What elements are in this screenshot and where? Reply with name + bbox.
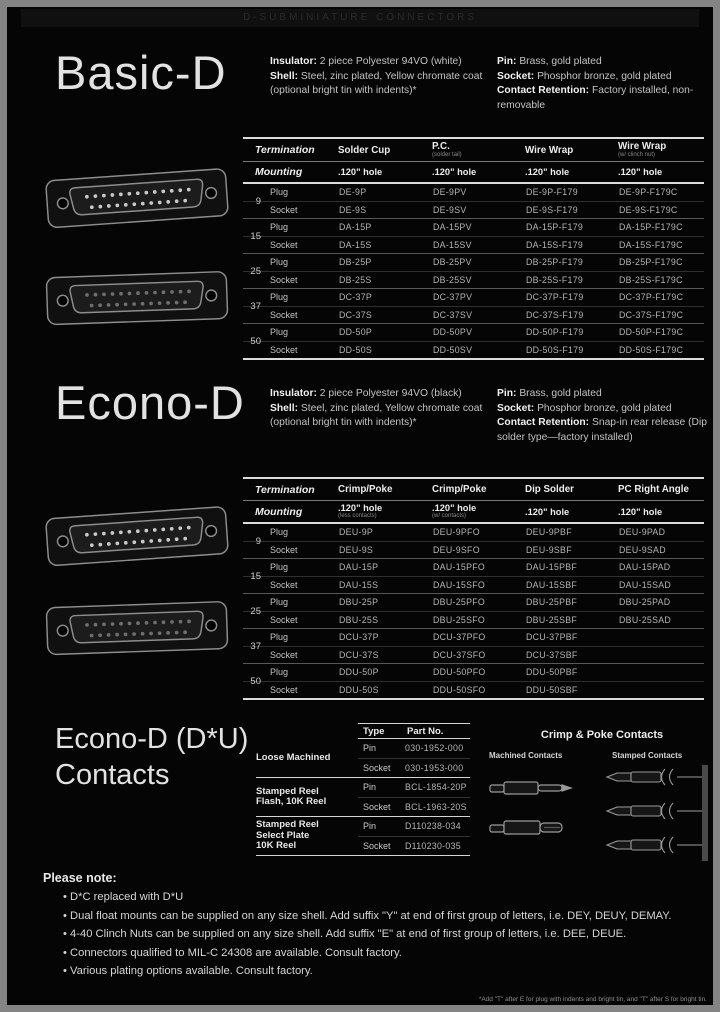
part-number: DCU-37PFO xyxy=(433,632,486,642)
basic-specs-left xyxy=(270,55,502,99)
part-number: DBU-25SAD xyxy=(619,615,672,625)
part-number: DAU-15PAD xyxy=(619,562,671,572)
contact-type: Pin xyxy=(363,743,377,753)
contact-part-number: BCL-1854-20P xyxy=(405,782,467,792)
hole-header xyxy=(331,165,425,179)
part-number: DE-9SV xyxy=(433,205,467,215)
spec-text: Brass, gold plated xyxy=(516,56,602,67)
table-row xyxy=(243,219,704,236)
hole-size: .120" hole xyxy=(525,506,570,517)
shell-size-label: 37 xyxy=(250,300,261,312)
column-note: (solder tail) xyxy=(432,152,462,158)
size-group xyxy=(243,289,704,324)
column-name: Crimp/Poke xyxy=(432,484,487,495)
table-row xyxy=(243,324,704,341)
table-row xyxy=(243,524,704,541)
contact-group xyxy=(256,778,470,817)
size-group xyxy=(243,524,704,559)
contact-part-number: D110238-034 xyxy=(405,821,461,831)
contacts-title-line1: Econo-D (D*U) xyxy=(55,723,249,755)
contact-group-label-line: Select Plate xyxy=(256,829,310,841)
contact-group-label xyxy=(256,778,358,816)
hole-size: .120" hole xyxy=(338,167,383,177)
econo-specs-left xyxy=(270,387,502,431)
hole-header xyxy=(611,505,704,519)
part-number: DEU-9S xyxy=(339,545,374,555)
contacts-table xyxy=(256,723,470,856)
part-number: DEU-9PAD xyxy=(619,527,666,537)
spec-label: Shell: xyxy=(270,402,299,414)
contact-group-label-line: Flash, 10K Reel xyxy=(256,796,327,807)
part-number: DA-15P-F179 xyxy=(526,222,584,232)
table-row xyxy=(243,201,704,218)
part-number: DB-25S-F179 xyxy=(526,275,584,285)
mounting-header: Mounting xyxy=(255,166,303,178)
spec-text: Factory installed, non-removable xyxy=(497,85,694,111)
note-item: • Connectors qualified to MIL-C 24308 are available. Consult factory. xyxy=(63,947,675,961)
please-note-title: Please note: xyxy=(43,871,117,885)
part-number: DE-9P-F179C xyxy=(619,187,678,197)
part-number xyxy=(611,682,704,699)
part-number: DE-9S-F179 xyxy=(526,205,578,215)
spec-label: Contact Retention: xyxy=(497,417,590,428)
stamped-contacts-label: Stamped Contacts xyxy=(612,751,683,760)
contacts-title-line2: Contacts xyxy=(55,759,170,791)
part-number: DDU-50PFO xyxy=(433,667,486,677)
contact-type: Socket xyxy=(363,841,391,851)
part-number xyxy=(611,647,704,664)
spec-label: Insulator: xyxy=(270,56,317,67)
contact-type: Pin xyxy=(363,821,377,831)
shell-size-label: 15 xyxy=(250,230,261,242)
hole-note: (w/ contacts) xyxy=(432,513,467,519)
table-row xyxy=(243,236,704,253)
part-number: DBU-25S xyxy=(339,615,379,625)
part-number: DA-15P xyxy=(339,222,372,232)
termination-type: Plug xyxy=(270,257,289,267)
termination-header: Termination xyxy=(255,144,315,156)
contact-row xyxy=(358,758,470,777)
part-number: DC-37S xyxy=(339,310,373,320)
part-number: DCU-37PBF xyxy=(526,632,578,642)
part-number: DD-50S-F179C xyxy=(619,345,684,355)
part-number: DA-15S-F179C xyxy=(619,240,683,250)
econo-specs-right xyxy=(497,387,713,445)
connector-illustration-econo-socket xyxy=(40,582,239,677)
spec-text: 2 piece Polyester 94VO (white) xyxy=(316,56,462,67)
contact-group-label-line: Stamped Reel xyxy=(256,819,319,831)
note-item: • Various plating options available. Consult factory. xyxy=(63,965,675,979)
part-number xyxy=(611,664,704,681)
hole-size: .120" hole xyxy=(432,503,477,513)
hole-header xyxy=(611,165,704,179)
part-number: DB-25S xyxy=(339,275,372,285)
contact-part-number: BCL-1963-20S xyxy=(405,802,467,812)
contact-type: Socket xyxy=(363,802,391,812)
termination-header: Termination xyxy=(255,483,315,496)
connector-illustration-basic-plug xyxy=(38,148,240,249)
crimp-poke-contacts-title: Crimp & Poke Contacts xyxy=(540,729,664,741)
column-name: Wire Wrap xyxy=(525,144,574,156)
part-number: DDU-50SBF xyxy=(526,685,578,695)
part-number: DC-37P xyxy=(339,292,373,302)
table-row xyxy=(243,541,704,558)
table-row xyxy=(243,306,704,323)
part-number: DEU-9SBF xyxy=(526,545,572,555)
part-number: DEU-9SFO xyxy=(433,545,480,555)
contact-group-label-line: Stamped Reel xyxy=(256,785,319,797)
spec-line xyxy=(270,55,502,70)
shell-size-label: 15 xyxy=(250,570,261,582)
column-header xyxy=(425,139,518,161)
contact-group-label-line: Loose Machined xyxy=(256,751,331,763)
part-number: DB-25P xyxy=(339,257,372,267)
termination-type: Socket xyxy=(270,310,298,320)
part-number: DC-37PV xyxy=(433,292,473,302)
contact-row xyxy=(358,797,470,816)
table-row xyxy=(243,341,704,358)
connector-illustration-basic-socket xyxy=(40,252,239,347)
table-row xyxy=(243,184,704,201)
hole-size: .120" hole xyxy=(618,167,663,177)
spec-text: Steel, zinc plated, Yellow chromate coat (optional bright tin with indents)* xyxy=(270,70,483,96)
part-number xyxy=(611,629,704,646)
column-name: PC Right Angle xyxy=(618,484,689,495)
part-number: DD-50P-F179C xyxy=(619,327,684,337)
part-number: DD-50P-F179 xyxy=(526,327,584,337)
table-row xyxy=(243,681,704,698)
termination-type: Plug xyxy=(270,597,289,607)
part-number: DA-15S xyxy=(339,240,372,250)
column-name: Crimp/Poke xyxy=(338,484,393,495)
table-row xyxy=(243,289,704,306)
connector-illustration-econo-plug xyxy=(38,486,240,587)
shell-size-label: 50 xyxy=(250,675,261,687)
column-header xyxy=(518,482,611,497)
part-number: DAU-15PBF xyxy=(526,562,578,572)
spec-line xyxy=(497,84,713,113)
size-group xyxy=(243,664,704,698)
contact-part-number: 030-1953-000 xyxy=(405,763,464,773)
catalog-page xyxy=(7,7,713,1005)
spec-text: Steel, zinc plated, Yellow chromate coat (optional bright tin with indents)* xyxy=(270,402,483,428)
column-note: (w/ clinch nut) xyxy=(618,152,656,158)
econo-d-title: Econo-D xyxy=(55,376,245,429)
part-number: DDU-50SFO xyxy=(433,685,486,695)
termination-type: Socket xyxy=(270,345,298,355)
table-row xyxy=(243,646,704,663)
size-group xyxy=(243,254,704,289)
parts-table-header xyxy=(243,477,704,524)
part-number: DC-37SV xyxy=(433,310,473,320)
part-number: DAU-15PFO xyxy=(433,562,486,572)
table-row xyxy=(243,611,704,628)
contacts-table-header xyxy=(358,723,470,739)
part-number: DD-50PV xyxy=(433,327,473,337)
column-header xyxy=(331,482,425,497)
spec-line xyxy=(497,55,713,70)
part-number: DE-9P xyxy=(339,187,367,197)
contact-group-label xyxy=(256,739,358,777)
note-item: • Dual float mounts can be supplied on any size shell. Add suffix "Y" at end of first group of letters, i.e. DEY, DEUY, DEMAY. xyxy=(63,910,675,924)
contact-part-number: D110230-035 xyxy=(405,841,461,851)
part-number: DBU-25PBF xyxy=(526,597,578,607)
termination-type: Plug xyxy=(270,222,289,232)
page-header-bar: D-SUBMINIATURE CONNECTORS xyxy=(21,9,699,27)
contact-row xyxy=(358,778,470,797)
contact-group xyxy=(256,817,470,856)
part-no-header: Part No. xyxy=(407,726,444,737)
size-group xyxy=(243,184,704,219)
part-number: DCU-37S xyxy=(339,650,379,660)
shell-size-label: 9 xyxy=(255,195,261,207)
hole-header xyxy=(425,165,518,179)
spec-label: Shell: xyxy=(270,70,299,82)
mounting-header: Mounting xyxy=(255,505,303,518)
part-number: DAU-15P xyxy=(339,562,379,572)
spec-line xyxy=(497,70,713,85)
termination-type: Plug xyxy=(270,527,289,537)
table-row xyxy=(243,594,704,611)
table-row xyxy=(243,559,704,576)
termination-type: Plug xyxy=(270,562,289,572)
column-header xyxy=(518,143,611,158)
column-header xyxy=(611,482,704,497)
part-number: DC-37S-F179 xyxy=(526,310,584,320)
part-number: DAU-15SFO xyxy=(433,580,486,590)
part-number: DB-25S-F179C xyxy=(619,275,683,285)
table-row xyxy=(243,271,704,288)
part-number: DD-50S-F179 xyxy=(526,345,584,355)
econo-d-parts-table xyxy=(243,477,704,700)
size-group xyxy=(243,559,704,594)
part-number: DC-37P-F179C xyxy=(619,292,684,302)
spec-line xyxy=(270,387,502,402)
table-row xyxy=(243,664,704,681)
hole-header xyxy=(425,501,518,522)
shell-size-label: 25 xyxy=(250,265,261,277)
termination-type: Socket xyxy=(270,240,298,250)
part-number: DD-50S xyxy=(339,345,373,355)
hole-note: (less contacts) xyxy=(338,513,377,519)
spec-line xyxy=(270,402,502,431)
termination-type: Socket xyxy=(270,275,298,285)
note-item: • D*C replaced with D*U xyxy=(63,891,675,905)
spec-text: Phosphor bronze, gold plated xyxy=(534,402,672,414)
termination-type: Socket xyxy=(270,685,298,695)
part-number: DDU-50P xyxy=(339,667,379,677)
termination-type: Socket xyxy=(270,545,298,555)
part-number: DE-9P-F179 xyxy=(526,187,578,197)
termination-type: Plug xyxy=(270,667,289,677)
size-group xyxy=(243,594,704,629)
contact-group-label xyxy=(256,817,358,855)
termination-type: Socket xyxy=(270,580,298,590)
termination-type: Plug xyxy=(270,292,289,302)
column-header xyxy=(425,482,518,497)
shell-size-label: 25 xyxy=(250,605,261,617)
termination-type: Socket xyxy=(270,615,298,625)
part-number: DCU-37SBF xyxy=(526,650,578,660)
contact-row xyxy=(358,739,470,758)
part-number: DEU-9SAD xyxy=(619,545,666,555)
spec-label: Contact Retention: xyxy=(497,85,590,96)
column-header xyxy=(331,143,425,158)
part-number: DAU-15S xyxy=(339,580,379,590)
part-number: DB-25P-F179 xyxy=(526,257,584,267)
stamped-contacts-drawing xyxy=(599,759,717,867)
part-number: DBU-25P xyxy=(339,597,379,607)
spec-label: Pin: xyxy=(497,388,517,399)
machined-contacts-drawing xyxy=(485,763,597,863)
part-number: DAU-15SBF xyxy=(526,580,578,590)
table-row xyxy=(243,576,704,593)
termination-type: Plug xyxy=(270,327,289,337)
size-group xyxy=(243,219,704,254)
contact-type: Socket xyxy=(363,763,391,773)
basic-d-parts-table xyxy=(243,137,704,360)
spec-label: Socket: xyxy=(497,70,535,82)
contact-part-number: 030-1952-000 xyxy=(405,743,464,753)
contact-group-label-line: 10K Reel xyxy=(256,840,297,852)
column-name: P.C. xyxy=(432,141,450,152)
shell-size-label: 9 xyxy=(255,535,261,547)
termination-type: Socket xyxy=(270,205,298,215)
part-number: DAU-15SAD xyxy=(619,580,672,590)
hole-size: .120" hole xyxy=(525,167,570,177)
hole-size: .120" hole xyxy=(338,503,383,513)
column-header xyxy=(611,139,704,161)
spec-text: Brass, gold plated xyxy=(516,388,602,399)
notes-list xyxy=(63,891,675,984)
size-group xyxy=(243,629,704,664)
part-number: DCU-37SFO xyxy=(433,650,486,660)
part-number: DB-25SV xyxy=(433,275,472,285)
machined-contacts-label: Machined Contacts xyxy=(489,751,563,760)
part-number: DA-15S-F179 xyxy=(526,240,584,250)
part-number: DA-15PV xyxy=(433,222,472,232)
table-row xyxy=(243,254,704,271)
column-name: Dip Solder xyxy=(525,484,574,495)
parts-table-header xyxy=(243,137,704,184)
termination-type: Plug xyxy=(270,187,289,197)
type-header: Type xyxy=(363,726,385,737)
part-number: DEU-9PFO xyxy=(433,527,480,537)
spec-text: 2 piece Polyester 94VO (black) xyxy=(316,388,462,399)
basic-specs-right xyxy=(497,55,713,113)
part-number: DEU-9P xyxy=(339,527,374,537)
part-number: DB-25P-F179C xyxy=(619,257,683,267)
contact-row xyxy=(358,836,470,855)
part-number: DBU-25SFO xyxy=(433,615,486,625)
note-item: • 4-40 Clinch Nuts can be supplied on any size shell. Add suffix "E" at end of first group of letters, i.e. DEE, DEUE. xyxy=(63,928,675,942)
part-number: DE-9PV xyxy=(433,187,467,197)
spec-label: Insulator: xyxy=(270,388,317,399)
shell-size-label: 50 xyxy=(250,335,261,347)
column-name: Solder Cup xyxy=(338,144,391,156)
part-number: DA-15P-F179C xyxy=(619,222,683,232)
termination-type: Plug xyxy=(270,632,289,642)
basic-d-title: Basic-D xyxy=(55,46,227,99)
footnote: *Add "T" after E for plug with indents and bright tin, and "T" after S for bright tin. xyxy=(478,996,707,1003)
termination-type: Socket xyxy=(270,650,298,660)
spec-text: Phosphor bronze, gold plated xyxy=(534,70,672,82)
parts-table-body xyxy=(243,524,704,700)
part-number: DBU-25SBF xyxy=(526,615,578,625)
part-number: DEU-9PBF xyxy=(526,527,572,537)
part-number: DB-25PV xyxy=(433,257,472,267)
column-name: Wire Wrap xyxy=(618,141,667,152)
hole-size: .120" hole xyxy=(432,167,477,177)
hole-size: .120" hole xyxy=(618,506,663,517)
spec-line xyxy=(497,402,713,417)
part-number: DC-37S-F179C xyxy=(619,310,684,320)
spec-text: Snap-in rear release (Dip solder type—factory installed) xyxy=(497,417,708,443)
part-number: DDU-50PBF xyxy=(526,667,578,677)
shell-size-label: 37 xyxy=(250,640,261,652)
part-number: DDU-50S xyxy=(339,685,379,695)
contact-type: Pin xyxy=(363,782,377,792)
hole-header xyxy=(518,505,611,519)
parts-table-body xyxy=(243,184,704,360)
part-number: DE-9S-F179C xyxy=(619,205,678,215)
spec-line xyxy=(497,387,713,402)
part-number: DD-50SV xyxy=(433,345,473,355)
part-number: DD-50P xyxy=(339,327,373,337)
size-group xyxy=(243,324,704,358)
table-row xyxy=(243,629,704,646)
contact-group xyxy=(256,739,470,778)
part-number: DBU-25PFO xyxy=(433,597,486,607)
spec-line xyxy=(497,416,713,445)
contact-row xyxy=(358,817,470,836)
spec-line xyxy=(270,70,502,99)
spec-label: Pin: xyxy=(497,56,517,67)
spec-label: Socket: xyxy=(497,402,535,414)
hole-header xyxy=(331,501,425,522)
part-number: DCU-37P xyxy=(339,632,379,642)
part-number: DC-37P-F179 xyxy=(526,292,584,302)
part-number: DA-15SV xyxy=(433,240,472,250)
hole-header xyxy=(518,165,611,179)
part-number: DE-9S xyxy=(339,205,367,215)
part-number: DBU-25PAD xyxy=(619,597,671,607)
